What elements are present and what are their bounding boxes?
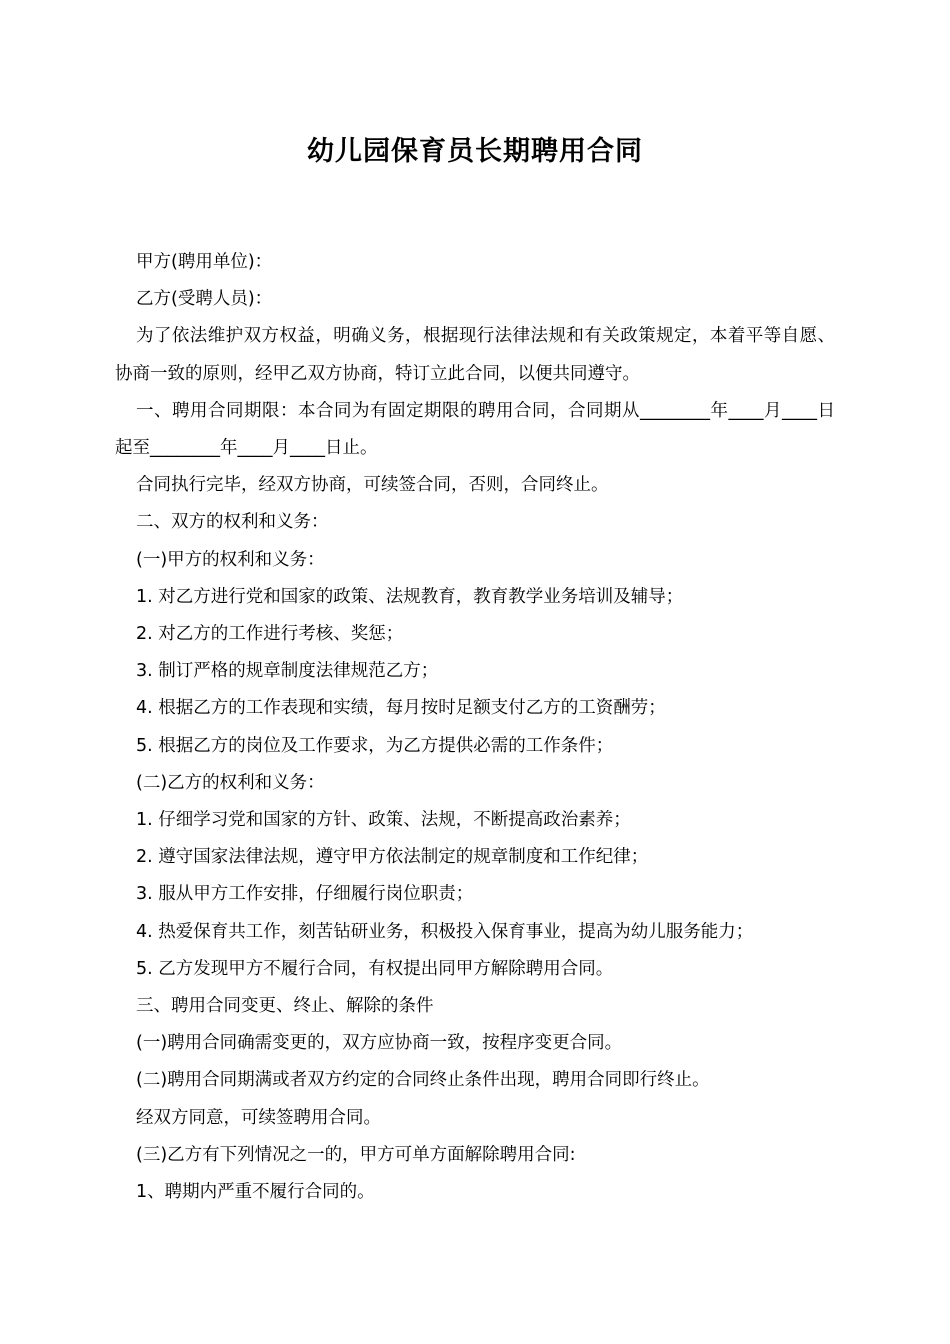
change-clause-3: (三)乙方有下列情况之一的，甲方可单方面解除聘用合同: (136, 1144, 576, 1165)
change-clause-1: (一)聘用合同确需变更的，双方应协商一致，按程序变更合同。 (136, 1033, 623, 1054)
party-a-item-5: 5. 根据乙方的岗位及工作要求，为乙方提供必需的工作条件； (136, 735, 614, 756)
party-b-item-4: 4. 热爱保育共工作，刻苦钻研业务，积极投入保育事业，提高为幼儿服务能力； (136, 921, 754, 942)
party-a-item-1: 1. 对乙方进行党和国家的政策、法规教育，教育教学业务培训及辅导； (136, 586, 684, 607)
document-body (115, 244, 835, 1211)
contract-term-paragraph: 一、聘用合同期限：本合同为有固定期限的聘用合同，合同期从________年____月____日起至________年____月____日止。 (115, 400, 835, 459)
party-a-item-3: 3. 制订严格的规章制度法律规范乙方； (136, 661, 439, 682)
termination-item-1: 1、聘期内严重不履行合同的。 (136, 1182, 375, 1203)
renewal-paragraph: 合同执行完毕，经双方协商，可续签合同，否则，合同终止。 (136, 475, 609, 496)
party-a-line: 甲方(聘用单位)： (136, 252, 273, 272)
renewal-consent-line: 经双方同意，可续签聘用合同。 (136, 1107, 381, 1128)
party-b-item-3: 3. 服从甲方工作安排，仔细履行岗位职责； (136, 884, 474, 905)
party-a-item-2: 2. 对乙方的工作进行考核、奖惩； (136, 624, 404, 645)
subsection-heading-party-a: (一)甲方的权利和义务： (136, 549, 325, 570)
party-b-line: 乙方(受聘人员)： (136, 289, 273, 310)
section-heading-rights: 二、双方的权利和义务： (136, 512, 329, 533)
change-clause-2: (二)聘用合同期满或者双方约定的合同终止条件出现，聘用合同即行终止。 (136, 1070, 710, 1091)
party-b-item-5: 5. 乙方发现甲方不履行合同，有权提出同甲方解除聘用合同。 (136, 958, 614, 979)
party-b-item-2: 2. 遵守国家法律法规，遵守甲方依法制定的规章制度和工作纪律； (136, 847, 649, 868)
preamble-paragraph: 为了依法维护双方权益，明确义务，根据现行法律法规和有关政策规定，本着平等自愿、协商一致的原则，经甲乙双方协商，特订立此合同，以便共同遵守。 (115, 326, 835, 384)
party-b-item-1: 1. 仔细学习党和国家的方针、政策、法规，不断提高政治素养； (136, 810, 631, 831)
section-heading-change: 三、聘用合同变更、终止、解除的条件 (136, 996, 434, 1017)
document-title: 幼儿园保育员长期聘用合同 (307, 136, 643, 167)
party-a-item-4: 4. 根据乙方的工作表现和实绩，每月按时足额支付乙方的工资酬劳； (136, 698, 666, 719)
subsection-heading-party-b: (二)乙方的权利和义务： (136, 772, 325, 793)
